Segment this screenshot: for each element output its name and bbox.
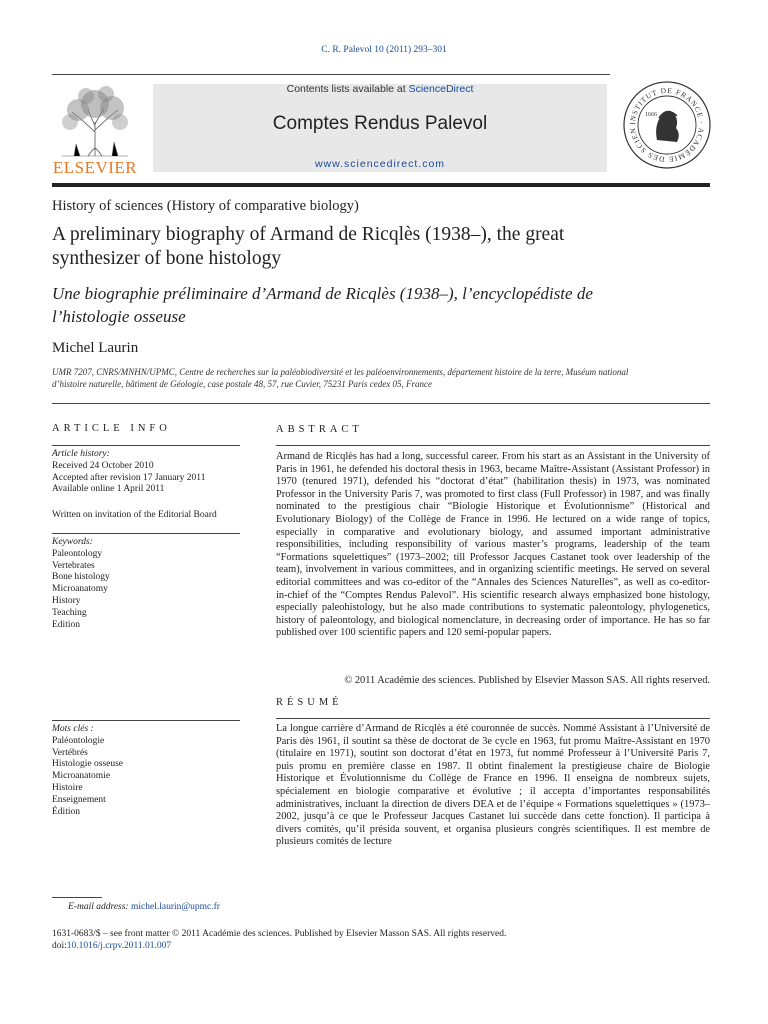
journal-reference[interactable]: C. R. Palevol 10 (2011) 293–301 (321, 45, 447, 55)
resume-heading: RÉSUMÉ (276, 697, 343, 708)
author-name[interactable]: Michel Laurin (52, 340, 139, 356)
resume-rule (276, 718, 710, 719)
article-info-rule (52, 445, 240, 446)
title-line-1: A preliminary biography of Armand de Ricqlès (1938–), the great (52, 224, 565, 245)
mot-cle-item: Microanatomie (52, 771, 111, 782)
author-affiliation (52, 366, 712, 390)
doi-line (52, 940, 506, 952)
journal-url-link[interactable]: www.sciencedirect.com (314, 158, 446, 170)
journal-name: Comptes Rendus Palevol (272, 113, 488, 134)
french-title-line-1: Une biographie préliminaire d’Armand de Ricqlès (1938–), l’encyclopédiste de (52, 284, 593, 303)
keywords-block (52, 537, 240, 631)
mot-cle-item: Histoire (52, 782, 83, 793)
online-date: Available online 1 April 2011 (52, 484, 165, 495)
mot-cle-item: Vertébrés (52, 747, 88, 758)
keyword-item: Vertebrates (52, 560, 95, 571)
keyword-item: Microanatomy (52, 584, 108, 595)
header-rule (52, 74, 610, 75)
elsevier-wordmark: ELSEVIER (52, 158, 138, 177)
abstract-heading: ABSTRACT (276, 424, 363, 435)
mots-cles-label: Mots clés : (52, 724, 94, 734)
header-thick-rule (52, 183, 710, 187)
contents-prefix: Contents lists available at (286, 83, 409, 95)
footnote-rule (52, 897, 102, 898)
elsevier-tree-icon (52, 82, 138, 158)
keyword-item: Teaching (52, 607, 87, 618)
accepted-date: Accepted after revision 17 January 2011 (52, 472, 206, 483)
mot-cle-item: Paléontologie (52, 735, 105, 746)
front-matter-line: 1631-0683/$ – see front matter © 2011 Académie des sciences. Published by Elsevier Masson SAS. All rights reserved. (52, 929, 507, 939)
seal-text: INSTITUT DE FRANCE · ACADÉMIE DES SCIEN (627, 85, 707, 165)
keyword-item: Edition (52, 619, 80, 630)
article-history (52, 449, 240, 496)
academie-seal-icon (621, 76, 713, 174)
affiliation-line-2: d’histoire naturelle, bâtiment de Géologie, case postale 48, 57, rue Cuvier, 75231 Paris cedex 05, France (52, 379, 433, 389)
abstract-rule (276, 445, 710, 446)
keyword-item: Bone histology (52, 572, 110, 583)
section-rule (52, 403, 710, 404)
received-date: Received 24 October 2010 (52, 460, 154, 471)
article-title (52, 223, 692, 271)
keyword-item: Paleontology (52, 548, 103, 559)
email-label: E-mail address: (68, 902, 129, 912)
mot-cle-item: Édition (52, 806, 80, 817)
article-category: History of sciences (History of comparative biology) (52, 198, 359, 214)
abstract-copyright: © 2011 Académie des sciences. Published by Elsevier Masson SAS. All rights reserved. (344, 675, 710, 686)
sciencedirect-link[interactable]: ScienceDirect (408, 83, 474, 95)
mot-cle-item: Enseignement (52, 794, 106, 805)
article-info-heading: ARTICLE INFO (52, 423, 171, 434)
academie-seal (621, 76, 713, 174)
email-link[interactable]: michel.laurin@upmc.fr (130, 902, 220, 912)
keywords-label: Keywords: (52, 537, 93, 547)
resume-text: La longue carrière d’Armand de Ricqlès a été couronnée de succès. Nommé Assistant à l’Université de Paris dès 1961, il soutint sa thèse de doctorat de 3e cycle en 1963, fut promu Maître-Assistant en 1970 (titulaire en 1971), soutint son doctorat d’état en 1973, fut nommé Professeur à l’Université Paris 7, puis promu en première classe en 1987. Il obtint finalement la prestigieuse chaire de Biologie Historique et Évolutionnisme du Collège de France en 1996. Il enseigna de nombreux sujets, spécialement en biologie comparative et évolutive ; il accepta d’importantes responsabilités administratives, incluant la direction de divers DEA et de l’équipe « Formations squelettiques » (1973–2002, jusqu’à ce que le Professeur Jacques Castanet lui succède dans cette fonction). Il participa à divers comités, qu’il présida souvent, et organisa plusieurs congrès scientifiques. Il est membre de plusieurs comités de lecture (276, 723, 710, 848)
mots-cles-rule (52, 720, 240, 721)
title-line-2: synthesizer of bone histology (52, 248, 282, 269)
keyword-item: History (52, 595, 81, 606)
history-label: Article history: (52, 449, 110, 459)
french-title-line-2: l’histologie osseuse (52, 307, 186, 326)
keywords-rule (52, 533, 240, 534)
author-email (68, 902, 220, 912)
doi-link[interactable]: 10.1016/j.crpv.2011.01.007 (66, 941, 172, 951)
article-french-title (52, 282, 702, 328)
affiliation-line-1: UMR 7207, CNRS/MNHN/UPMC, Centre de recherches sur la paléobiodiversité et les paléoenvironnements, département histoire de la terre, Muséum national (52, 367, 629, 377)
seal-year: 1666 (645, 112, 657, 118)
editorial-note: Written on invitation of the Editorial Board (52, 510, 217, 520)
mot-cle-item: Histologie osseuse (52, 759, 123, 770)
contents-availability (153, 83, 607, 95)
doi-prefix: doi: (52, 941, 67, 951)
mots-cles-block (52, 724, 240, 818)
journal-banner (153, 84, 607, 172)
front-matter (52, 928, 506, 952)
abstract-text: Armand de Ricqlès has had a long, successful career. From his start as an Assistant in the University of Paris in 1961, he defended his doctoral thesis in 1963, became Maître-Assistant (Assistant Professor) in 1970 (tenured 1971), defended his “doctorat d’état” (habilitation thesis) in 1973, was nominated Professor in the University Paris 7, was promoted to first class (Full Professor) in 1987, and was finally nominated to the prestigious chair “Biologie Historique et Évolutionnisme” (Historical and Evolutionary Biology) of the Collège de France in 1996. He lectured on a wide range of topics, especially in comparative and evolutionary biology, and assumed important administrative responsibilities, including responsibility of various master’s programs, leadership of the team “Formations squelettiques” (1973–2002; till Professor Jacques Castanet took over leadership of the team), involvement in various committees, and in organizing scientific meetings. He served on several editorial committees and was co-editor of the “Annales des Sciences Naturelles”, as well as co-editor-in-chief of the “Comptes Rendus Palevol”. His scientific research always emphasized bone histology, especially paleohistology, but he also made contributions to systematic paleontology, phylogenetics, history of paleontology, and biological nomenclature, in decreasing order of importance. He has so far published over 100 scientific papers and 120 semi-popular papers. (276, 451, 710, 639)
